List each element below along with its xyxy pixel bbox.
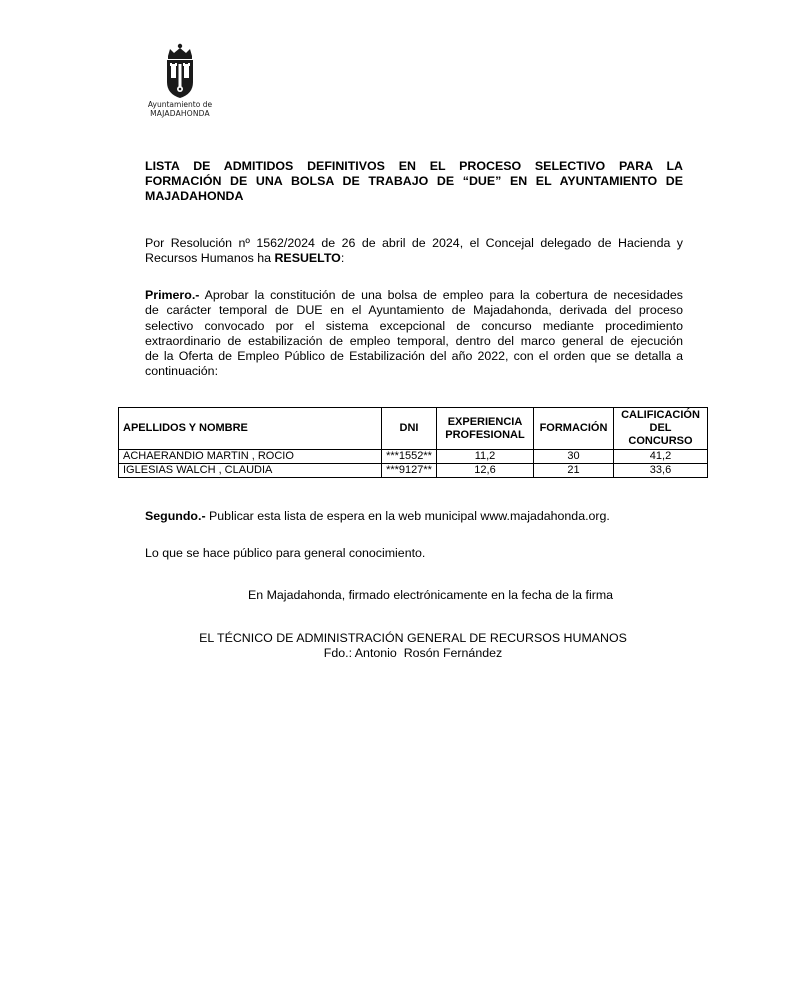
signing-statement: En Majadahonda, firmado electrónicamente en la fecha de la firma bbox=[248, 588, 614, 602]
primero-line-1 bbox=[145, 288, 683, 303]
primero-line-1-text: Aprobar la constitución de una bolsa de empleo para la cobertura de necesidades bbox=[199, 288, 683, 302]
title-line-3: MAJADAHONDA bbox=[145, 189, 244, 203]
public-notice: Lo que se hace público para general conocimiento. bbox=[145, 546, 426, 560]
header-score-line2: DEL bbox=[649, 422, 672, 434]
header-experience-line2: PROFESIONAL bbox=[445, 428, 525, 441]
cell-score: 33,6 bbox=[614, 464, 708, 478]
header-score-line3: CONCURSO bbox=[628, 435, 693, 447]
primero-paragraph bbox=[145, 288, 683, 380]
cell-name: ACHAERANDIO MARTIN , ROCIO bbox=[119, 450, 382, 464]
header-score bbox=[614, 408, 708, 450]
cell-experience: 12,6 bbox=[437, 464, 534, 478]
primero-line-3: selectivo convocado por el sistema excepcional de concurso mediante procedimiento bbox=[145, 318, 683, 333]
intro-paragraph bbox=[145, 236, 683, 267]
primero-label: Primero.- bbox=[145, 288, 200, 302]
table-header-row bbox=[119, 408, 708, 450]
signatory-role: EL TÉCNICO DE ADMINISTRACIÓN GENERAL DE RECURSOS HUMANOS bbox=[199, 631, 627, 645]
header-score-line1: CALIFICACIÓN bbox=[621, 409, 700, 421]
intro-line-2-suffix: : bbox=[340, 251, 345, 266]
cell-experience: 11,2 bbox=[437, 450, 534, 464]
admitted-candidates-table bbox=[118, 407, 708, 478]
primero-line-4: extraordinario de estabilización de empleo temporal, dentro del marco general de ejecución bbox=[145, 333, 683, 348]
intro-line-1: Por Resolución nº 1562/2024 de 26 de abril de 2024, el Concejal delegado de Hacienda y bbox=[145, 236, 683, 250]
header-experience-line1: EXPERIENCIA bbox=[447, 415, 523, 428]
cell-dni: ***9127** bbox=[382, 464, 437, 478]
title-line-1: LISTA DE ADMITIDOS DEFINITIVOS EN EL PROCESO SELECTIVO PARA LA bbox=[145, 159, 683, 173]
cell-training: 21 bbox=[534, 464, 614, 478]
header-dni: DNI bbox=[382, 408, 437, 450]
primero-line-2: de carácter temporal de DUE en el Ayuntamiento de Majadahonda, derivada del proceso bbox=[145, 303, 683, 318]
segundo-text: Publicar esta lista de espera en la web municipal www.majadahonda.org. bbox=[205, 509, 610, 523]
cell-name: IGLESIAS WALCH , CLAUDIA bbox=[119, 464, 382, 478]
logo-text-line1: Ayuntamiento de bbox=[147, 100, 213, 109]
header-name: APELLIDOS Y NOMBRE bbox=[119, 408, 382, 450]
segundo-label: Segundo.- bbox=[145, 509, 206, 523]
document-title bbox=[145, 159, 683, 204]
intro-line-2 bbox=[145, 251, 683, 266]
primero-line-5: de la Oferta de Empleo Público de Estabilización del año 2022, con el orden que se detalla a bbox=[145, 349, 683, 364]
table-row bbox=[119, 464, 708, 478]
logo-text-line2: MAJADAHONDA bbox=[150, 109, 210, 118]
header-training: FORMACIÓN bbox=[534, 408, 614, 450]
cell-dni: ***1552** bbox=[382, 450, 437, 464]
coat-of-arms-icon bbox=[160, 42, 200, 100]
segundo-paragraph bbox=[145, 509, 610, 524]
municipal-logo bbox=[138, 42, 222, 118]
table-row bbox=[119, 450, 708, 464]
primero-line-6: continuación: bbox=[145, 364, 219, 379]
resuelto-keyword: RESUELTO bbox=[274, 251, 341, 266]
cell-training: 30 bbox=[534, 450, 614, 464]
cell-score: 41,2 bbox=[614, 450, 708, 464]
title-line-2: FORMACIÓN DE UNA BOLSA DE TRABAJO DE “DUE” EN EL AYUNTAMIENTO DE bbox=[145, 174, 683, 188]
intro-line-2-prefix: Recursos Humanos ha bbox=[145, 251, 275, 266]
header-experience bbox=[437, 408, 534, 450]
signatory-name: Fdo.: Antonio Rosón Fernández bbox=[323, 646, 503, 660]
